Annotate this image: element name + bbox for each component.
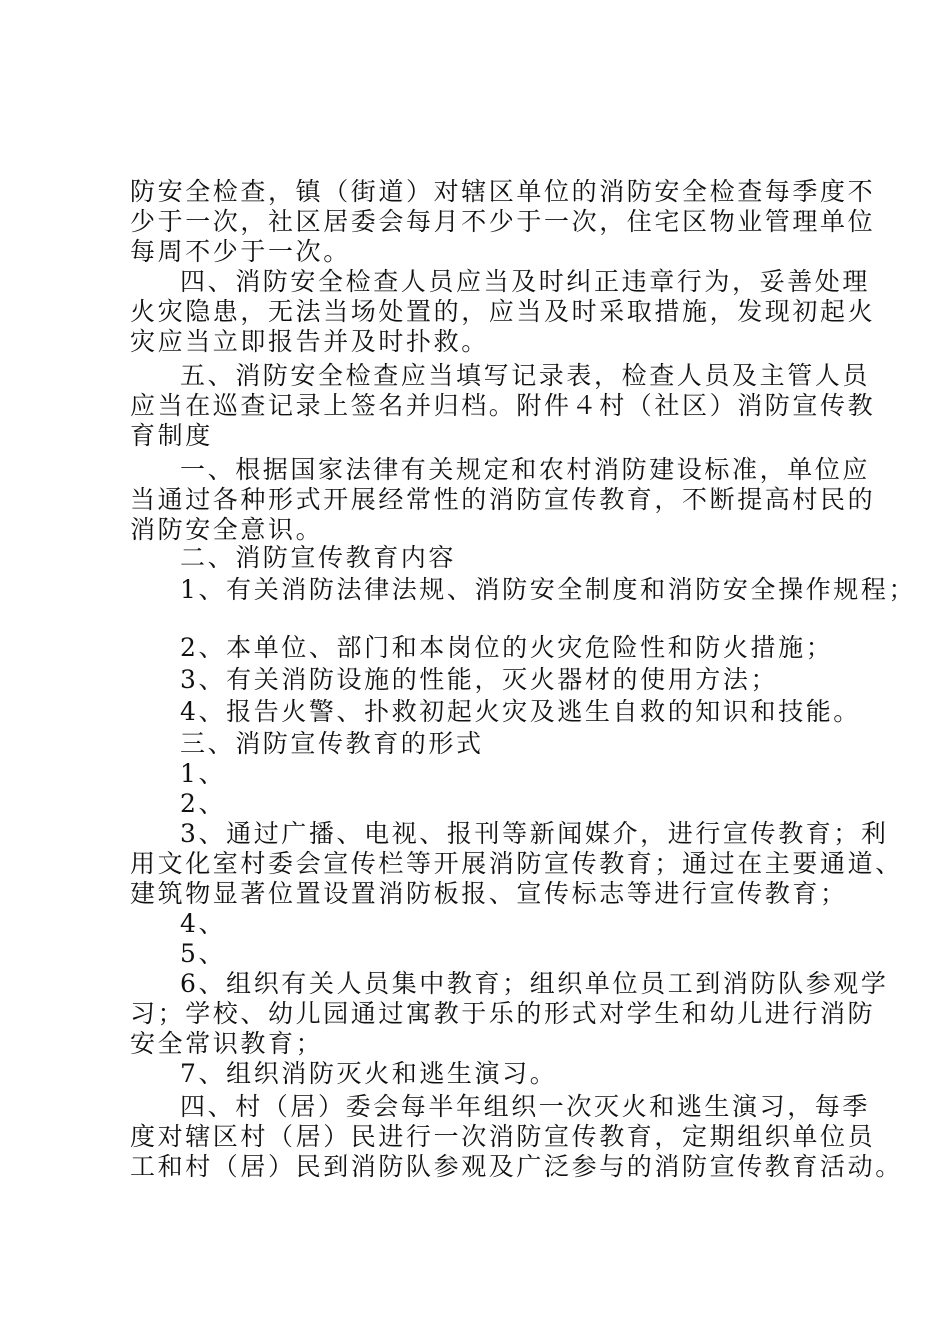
text-line: 工和村（居）民到消防队参观及广泛参与的消防宣传教育活动。 — [130, 1152, 903, 1181]
list-item: 1、有关消防法律法规、消防安全制度和消防安全操作规程； — [180, 575, 917, 604]
paragraph-four-start: 四、消防安全检查人员应当及时纠正违章行为，妥善处理 — [180, 267, 871, 296]
text-line: 消防安全意识。 — [130, 515, 324, 544]
section-one-start: 一、根据国家法律有关规定和农村消防建设标准，单位应 — [180, 455, 871, 484]
paragraph-four-b-start: 四、村（居）委会每半年组织一次灭火和逃生演习，每季 — [180, 1092, 871, 1121]
list-item: 5、 — [180, 939, 227, 968]
list-item: 4、 — [180, 909, 227, 938]
text-line: 习；学校、幼儿园通过寓教于乐的形式对学生和幼儿进行消防 — [130, 999, 876, 1028]
text-line: 当通过各种形式开展经常性的消防宣传教育，不断提高村民的 — [130, 485, 876, 514]
list-item: 6、组织有关人员集中教育；组织单位员工到消防队参观学 — [180, 969, 889, 998]
list-item: 7、组织消防灭火和逃生演习。 — [180, 1059, 558, 1088]
list-item: 4、报告火警、扑救初起火灾及逃生自救的知识和技能。 — [180, 697, 861, 726]
text-line: 每周不少于一次。 — [130, 237, 351, 266]
list-item: 2、本单位、部门和本岗位的火灾危险性和防火措施； — [180, 633, 834, 662]
text-line: 防安全检查，镇（街道）对辖区单位的消防安全检查每季度不 — [130, 177, 876, 206]
section-two-heading: 二、消防宣传教育内容 — [180, 543, 457, 572]
paragraph-five-start: 五、消防安全检查应当填写记录表，检查人员及主管人员 — [180, 361, 871, 390]
text-line: 火灾隐患，无法当场处置的，应当及时采取措施，发现初起火 — [130, 297, 876, 326]
text-line: 灾应当立即报告并及时扑救。 — [130, 327, 489, 356]
section-three-heading: 三、消防宣传教育的形式 — [180, 729, 484, 758]
text-line: 度对辖区村（居）民进行一次消防宣传教育，定期组织单位员 — [130, 1122, 876, 1151]
list-item: 2、 — [180, 789, 227, 818]
list-item: 1、 — [180, 759, 227, 788]
list-item: 3、有关消防设施的性能，灭火器材的使用方法； — [180, 665, 779, 694]
text-line: 用文化室村委会宣传栏等开展消防宣传教育；通过在主要通道、 — [130, 849, 903, 878]
text-line: 育制度 — [130, 421, 213, 450]
text-line: 安全常识教育； — [130, 1029, 324, 1058]
text-line: 建筑物显著位置设置消防板报、宣传标志等进行宣传教育； — [130, 879, 848, 908]
text-line: 应当在巡查记录上签名并归档。附件４村（社区）消防宣传教 — [130, 391, 876, 420]
list-item: 3、通过广播、电视、报刊等新闻媒介，进行宣传教育；利 — [180, 819, 889, 848]
text-line: 少于一次，社区居委会每月不少于一次，住宅区物业管理单位 — [130, 207, 876, 236]
